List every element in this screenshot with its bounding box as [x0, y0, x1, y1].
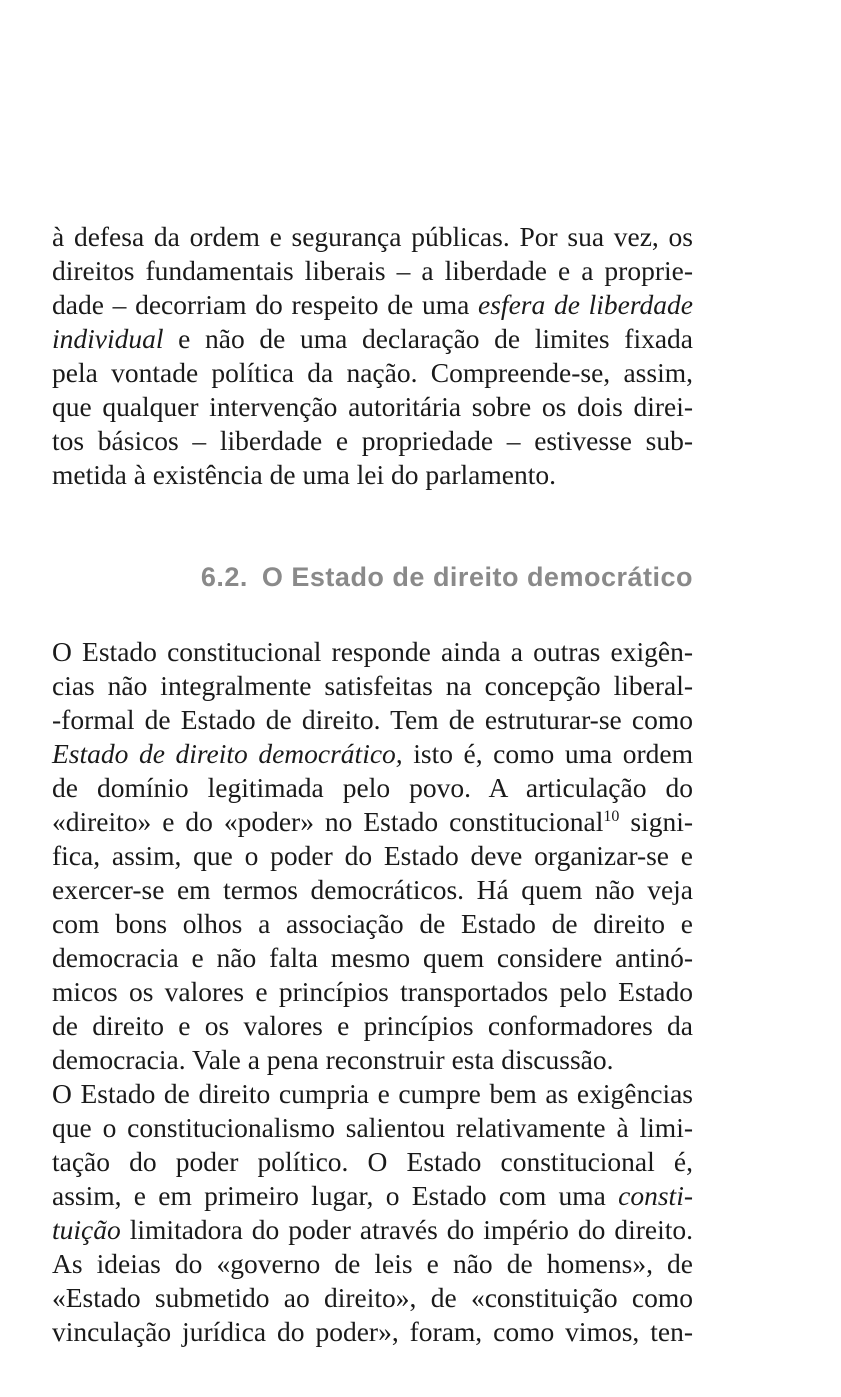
text-line	[52, 1179, 693, 1213]
italic-text: Estado de direito democrático,	[52, 738, 403, 769]
text-line: fica, assim, que o poder do Estado deve organizar-se e	[52, 840, 693, 871]
text-line: direitos fundamentais liberais – a liberdade e a proprie-	[52, 255, 693, 286]
paragraph-2	[52, 635, 693, 1077]
section-number: 6.2.	[200, 562, 248, 592]
text-line	[52, 1213, 693, 1247]
section-heading	[52, 562, 693, 593]
text-line: democracia. Vale a pena reconstruir esta discussão.	[52, 1044, 614, 1075]
text-line: «Estado submetido ao direito», de «constituição como	[52, 1282, 693, 1313]
text-line: de direito e os valores e princípios conformadores da	[52, 1010, 693, 1041]
text-line: tação do poder político. O Estado constitucional é,	[52, 1146, 693, 1177]
italic-text: individual	[52, 323, 164, 354]
text-run: e não de uma declaração de limites fixada	[163, 323, 693, 354]
text-line: As ideias do «governo de leis e não de homens», de	[52, 1248, 693, 1279]
text-line	[52, 737, 693, 771]
text-line: O Estado de direito cumpria e cumpre bem as exigências	[52, 1078, 693, 1109]
text-line	[52, 805, 693, 839]
text-line: que qualquer intervenção autoritária sobre os dois direi-	[52, 391, 693, 422]
text-line: tos básicos – liberdade e propriedade – estivesse sub-	[52, 425, 693, 456]
italic-text: consti-	[618, 1180, 693, 1211]
text-line: metida à existência de uma lei do parlamento.	[52, 459, 556, 490]
text-run: isto é, como uma ordem	[402, 738, 693, 769]
book-page	[52, 220, 693, 1349]
italic-text: esfera de liberdade	[478, 289, 693, 320]
text-line: de domínio legitimada pelo povo. A articulação do	[52, 772, 693, 803]
text-line: exercer-se em termos democráticos. Há quem não veja	[52, 874, 693, 905]
text-line: micos os valores e princípios transportados pelo Estado	[52, 976, 693, 1007]
text-run: dade – decorriam do respeito de uma	[52, 289, 479, 320]
paragraph-1	[52, 220, 693, 492]
text-line	[52, 288, 693, 322]
text-line: que o constitucionalismo salientou relativamente à limi-	[52, 1112, 693, 1143]
paragraph-3	[52, 1077, 693, 1349]
text-line: à defesa da ordem e segurança públicas. Por sua vez, os	[52, 221, 693, 252]
text-line: pela vontade política da nação. Compreende-se, assim,	[52, 357, 693, 388]
text-line: cias não integralmente satisfeitas na concepção liberal-	[52, 670, 693, 701]
italic-text: tuição	[52, 1214, 121, 1245]
text-run: limitadora do poder através do império do direito.	[120, 1214, 693, 1245]
text-line: O Estado constitucional responde ainda a outras exigên-	[52, 636, 693, 667]
text-run: signi-	[619, 806, 693, 837]
text-run: assim, e em primeiro lugar, o Estado com uma	[52, 1180, 619, 1211]
footnote-reference: 10	[603, 807, 620, 825]
text-line: com bons olhos a associação de Estado de direito e	[52, 908, 693, 939]
text-line: -formal de Estado de direito. Tem de estruturar-se como	[52, 704, 693, 735]
section-title: O Estado de direito democrático	[261, 562, 693, 592]
text-run: «direito» e do «poder» no Estado constitucional	[52, 806, 604, 837]
text-line	[52, 322, 693, 356]
text-line: vinculação jurídica do poder», foram, como vimos, ten-	[52, 1316, 693, 1347]
text-line: democracia e não falta mesmo quem considere antinó-	[52, 942, 693, 973]
